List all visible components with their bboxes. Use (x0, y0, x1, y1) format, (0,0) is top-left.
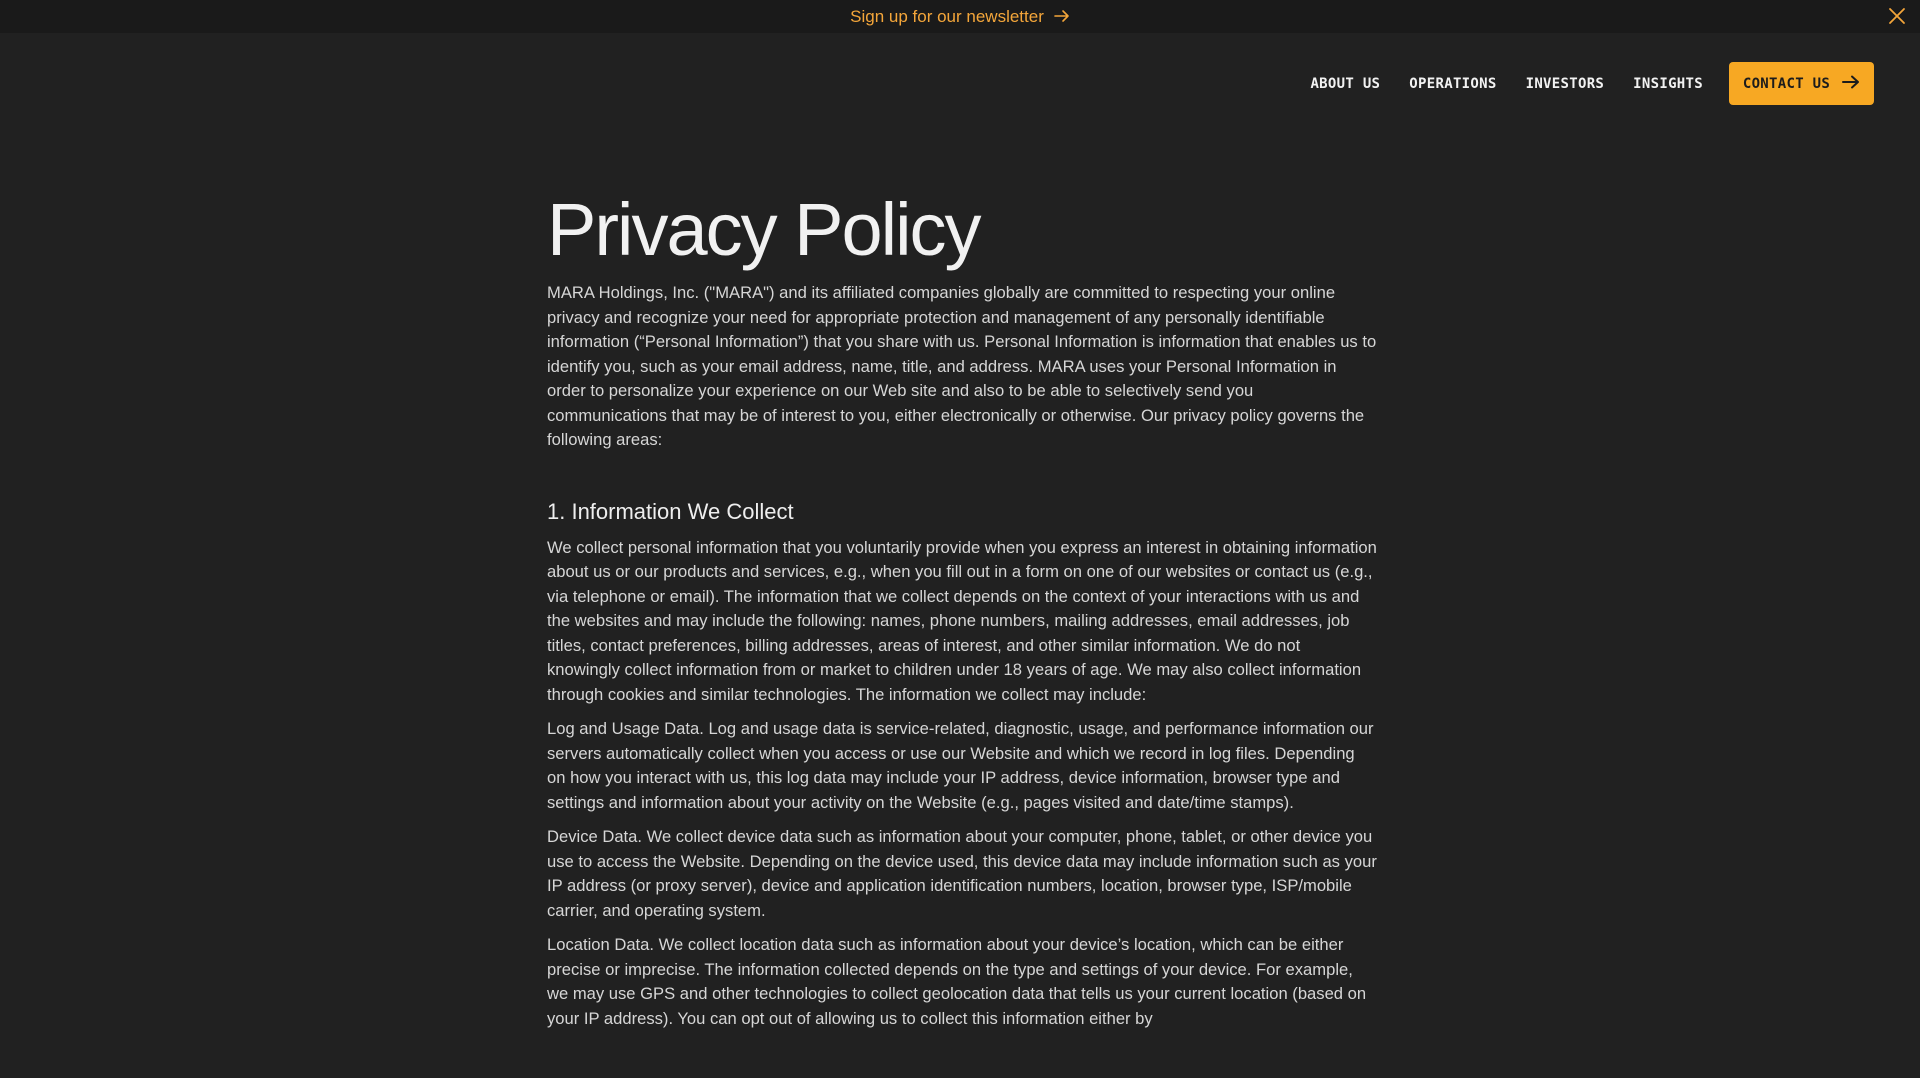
section-paragraph: We collect personal information that you voluntarily provide when you express an interest in obtaining information about us or our products and services, e.g., when you fill out in a form on one of our websites or contact us (e.g., via telephone or email). The information that we collect depends on the context of your interactions with us and the websites and may include the following: names, phone numbers, mailing addresses, email addresses, job titles, contact preferences, billing addresses, areas of interest, and other similar information. We do not knowingly collect information from or market to children under 18 years of age. We may also collect information through cookies and similar technologies. The information we collect may include: (547, 537, 1377, 704)
arrow-right-icon (1054, 8, 1070, 26)
nav-item-investors[interactable]: INVESTORS (1525, 75, 1605, 92)
contact-us-button[interactable] (1729, 62, 1874, 105)
page-title: Privacy Policy (547, 188, 980, 271)
intro-paragraph: MARA Holdings, Inc. ("MARA") and its affiliated companies globally are committed to respecting your online privacy and recognize your need for appropriate protection and management of any personally identifiable information (“Personal Information”) that you share with us. Personal Information is information that enables us to identify you, such as your email address, name, title, and address. MARA uses your Personal Information in order to personalize your experience on our Web site and also to be able to selectively send you communications that may be of interest to you, either electronically or otherwise. Our privacy policy governs the following areas: (547, 283, 1377, 449)
nav-item-operations[interactable]: OPERATIONS (1409, 75, 1497, 92)
section-heading: 1. Information We Collect (547, 498, 794, 524)
device-data-paragraph: Device Data. We collect device data such as information about your computer, phone, tablet, or other device you use to access the Website. Depending on the device used, this device data may include information such as your IP address (or proxy server), device and application identification numbers, location, browser type, ISP/mobile carrier, and operating system. (547, 827, 1377, 920)
contact-us-label: CONTACT US (1742, 75, 1831, 92)
newsletter-banner (0, 0, 1920, 33)
close-icon[interactable] (1884, 3, 1910, 29)
newsletter-signup-label: Sign up for our newsletter (850, 6, 1044, 26)
arrow-right-icon (1842, 75, 1860, 93)
log-usage-data-paragraph: Log and Usage Data. Log and usage data is service-related, diagnostic, usage, and performance information our servers automatically collect when you access or use our Website and which we record in log files. Depending on how you interact with us, this log data may include your IP address, device information, browser type and settings and information about your activity on the Website (e.g., pages visited and date/time stamps). (547, 719, 1374, 812)
nav-item-about-us[interactable]: ABOUT US (1310, 75, 1381, 92)
newsletter-signup-link[interactable] (850, 7, 1070, 27)
privacy-policy-content (547, 185, 1377, 1041)
main-nav (1281, 62, 1874, 105)
location-data-paragraph: Location Data. We collect location data such as information about your device’s location, which can be either precise or imprecise. The information collected depends on the type and settings of your device. For example, we may use GPS and other technologies to collect geolocation data that tells us your current location (based on your IP address). You can opt out of allowing us to collect this information either by (547, 935, 1367, 1028)
nav-item-insights[interactable]: INSIGHTS (1633, 75, 1703, 92)
